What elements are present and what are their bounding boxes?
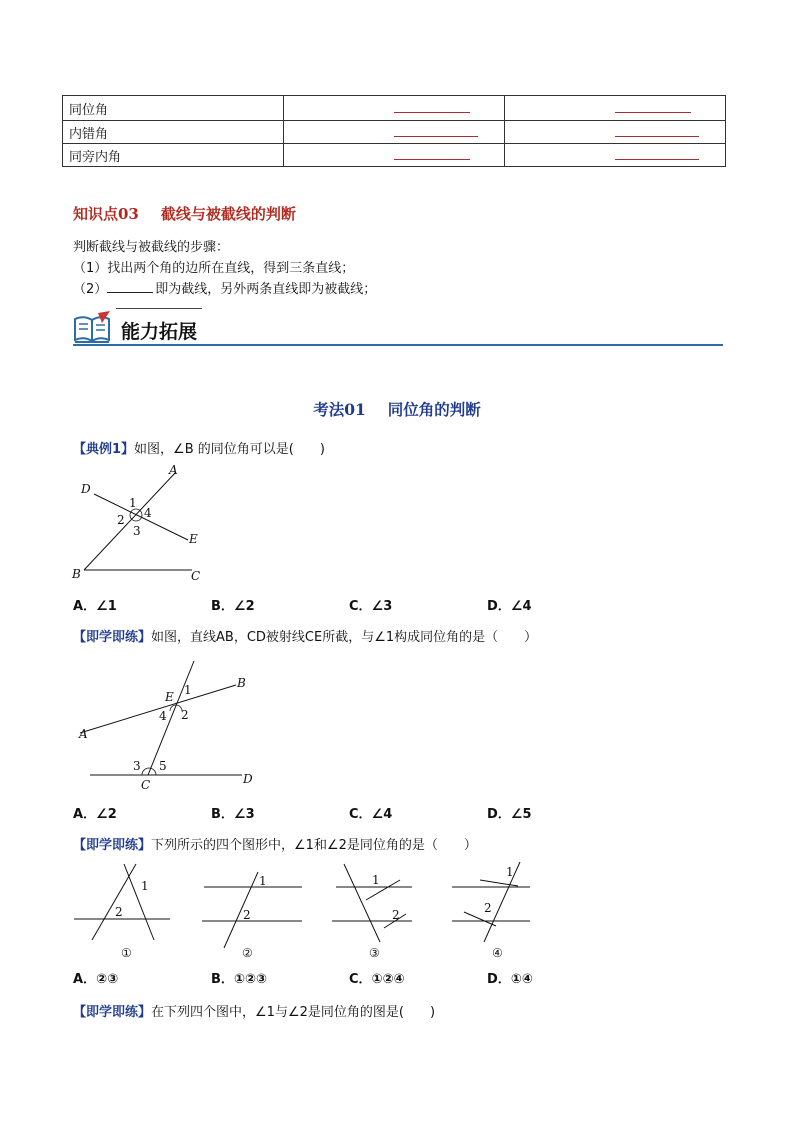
question-tag: 【即学即练】 [73, 630, 152, 645]
option-c[interactable]: C．∠3 [349, 599, 393, 614]
question-text: 在下列四个图中，∠1与∠2是同位角的图是( ) [151, 1005, 436, 1020]
fig-label: 3 [133, 759, 141, 773]
question-2 [73, 626, 537, 645]
options-q2 [73, 803, 633, 821]
fig-label: A [79, 727, 88, 741]
table-cell-blank [505, 144, 726, 167]
method-title [0, 398, 794, 420]
option-a[interactable]: A．∠1 [73, 599, 117, 614]
fig-label: ① [121, 946, 132, 960]
question-4 [73, 1001, 435, 1020]
table-cell-blank [505, 96, 726, 121]
option-b[interactable]: B．①②③ [211, 972, 267, 987]
step-2-text: 即为截线，另外两条直线即为被截线； [155, 282, 377, 297]
fig-label: A [169, 463, 178, 477]
option-b[interactable]: B．∠2 [211, 599, 255, 614]
table-row [63, 144, 726, 167]
fig-label: B [237, 676, 246, 690]
fig-label: 1 [141, 879, 149, 893]
fig-label: ② [242, 946, 253, 960]
knowledge-step-1: （1）找出两个角的边所在直线，得到三条直线； [73, 261, 355, 276]
fig-label: C [141, 778, 151, 792]
options-q1 [73, 595, 633, 613]
options-q3 [73, 968, 633, 986]
figure-q2 [70, 655, 270, 795]
fig-label: 1 [129, 496, 137, 510]
option-d[interactable]: D．∠5 [487, 807, 532, 822]
question-3 [73, 834, 477, 853]
fig-label: 2 [243, 908, 251, 922]
angle-table [62, 95, 726, 167]
fig-label: B [72, 567, 81, 581]
method-number: 考法01 [313, 400, 366, 419]
fig-label: E [189, 532, 198, 546]
question-tag: 【典例1】 [73, 442, 135, 457]
fig-label: 2 [392, 908, 400, 922]
question-text: 如图，直线AB，CD被射线CE所截，与∠1构成同位角的是（ ） [151, 630, 538, 645]
fig-label: 5 [159, 759, 167, 773]
fig-label: ④ [492, 946, 503, 960]
question-1 [73, 438, 325, 457]
fig-label: 1 [184, 683, 192, 697]
table-cell-blank [284, 121, 505, 144]
table-cell-label: 同旁内角 [63, 144, 284, 167]
fig-label: 2 [117, 513, 125, 527]
knowledge-point-text: 截线与被截线的判断 [160, 205, 296, 223]
fig-label: 4 [144, 506, 152, 520]
figure-q3-2 [202, 872, 302, 960]
table-cell-blank [505, 121, 726, 144]
fig-label: E [165, 690, 174, 704]
knowledge-step-2 [73, 278, 376, 297]
fig-label: 4 [159, 709, 167, 723]
option-b[interactable]: B．∠3 [211, 807, 255, 822]
fig-label: 2 [181, 708, 189, 722]
section-title: 能力拓展 [121, 321, 198, 343]
fig-label: D [81, 482, 91, 496]
figure-q3-4 [452, 862, 530, 960]
answer-blank [107, 292, 153, 293]
fig-label: 1 [259, 874, 267, 888]
figure-q3 [66, 858, 546, 962]
step-2-prefix: （2） [73, 282, 108, 297]
fig-label: ③ [369, 946, 380, 960]
divider [116, 308, 202, 309]
knowledge-point-number: 知识点03 [73, 205, 139, 223]
fig-label: 2 [115, 905, 123, 919]
table-cell-label: 内错角 [63, 121, 284, 144]
figure-q1 [62, 458, 222, 586]
fig-label: 1 [506, 865, 514, 879]
question-tag: 【即学即练】 [73, 838, 152, 853]
knowledge-point-title [73, 203, 296, 224]
question-text: 下列所示的四个图形中，∠1和∠2是同位角的是（ ） [151, 838, 477, 853]
option-c[interactable]: C．∠4 [349, 807, 393, 822]
fig-label: 3 [133, 524, 141, 538]
table-row [63, 121, 726, 144]
table-cell-blank [284, 144, 505, 167]
option-c[interactable]: C．①②④ [349, 972, 405, 987]
question-tag: 【即学即练】 [73, 1005, 152, 1020]
book-pen-icon [72, 311, 114, 345]
figure-q3-3 [332, 864, 412, 960]
option-a[interactable]: A．②③ [73, 972, 119, 987]
table-row [63, 96, 726, 121]
method-text: 同位角的判断 [387, 400, 481, 419]
option-d[interactable]: D．①④ [487, 972, 533, 987]
table-cell-blank [284, 96, 505, 121]
figure-q3-1 [74, 864, 170, 960]
fig-label: D [243, 772, 253, 786]
option-d[interactable]: D．∠4 [487, 599, 532, 614]
knowledge-intro: 判断截线与被截线的步骤： [73, 240, 230, 255]
table-cell-label: 同位角 [63, 96, 284, 121]
question-text: 如图，∠B 的同位角可以是( ) [134, 442, 325, 457]
fig-label: C [191, 569, 201, 583]
fig-label: 1 [372, 873, 380, 887]
section-rule [73, 344, 723, 346]
option-a[interactable]: A．∠2 [73, 807, 117, 822]
fig-label: 2 [484, 901, 492, 915]
